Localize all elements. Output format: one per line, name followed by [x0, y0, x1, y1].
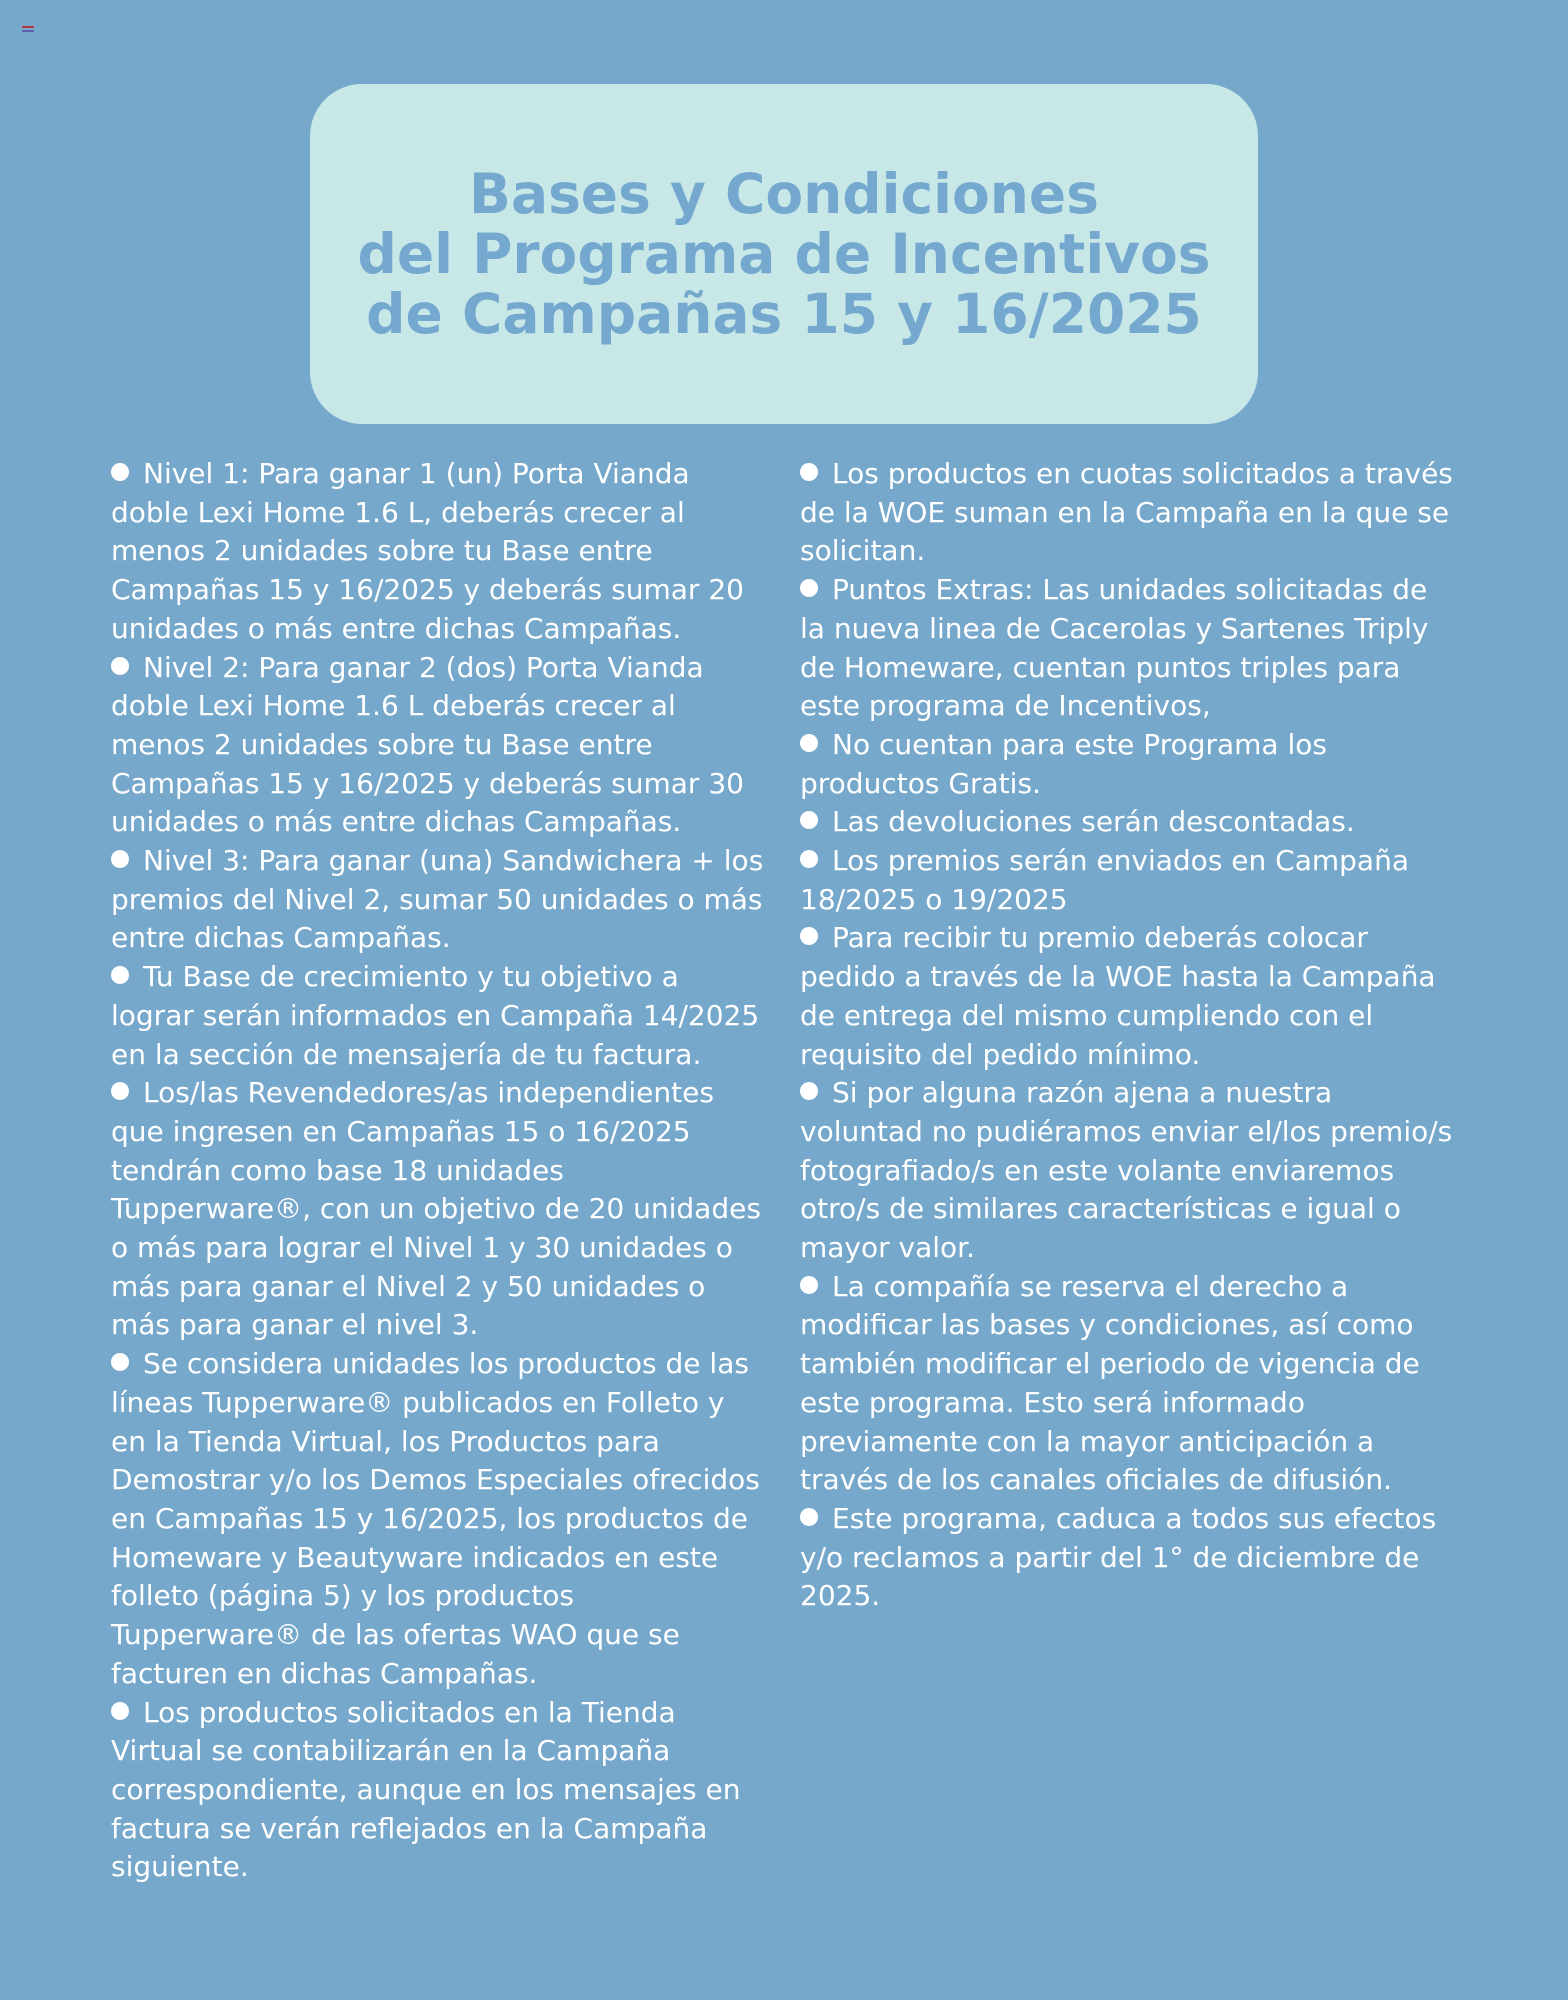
condition-text: Los premios serán enviados en Campaña 18/2025 o 19/2025 — [800, 844, 1409, 916]
bullet-icon — [111, 1353, 129, 1371]
condition-text: No cuentan para este Programa los productos Gratis. — [800, 727, 1327, 800]
condition-text: Este programa, caduca a todos sus efectos y/o reclamos a partir del 1° de diciembre de 2025. — [800, 1501, 1437, 1613]
condition-item — [800, 1268, 1460, 1500]
condition-item — [800, 842, 1460, 919]
bullet-icon — [800, 811, 818, 829]
condition-item — [800, 455, 1460, 571]
condition-text: Nivel 3: Para ganar (una) Sandwichera + los premios del Nivel 2, sumar 50 unidades o más entre dichas Campañas. — [111, 844, 764, 955]
condition-item — [800, 726, 1460, 803]
condition-text: Nivel 2: Para ganar 2 (dos) Porta Vianda doble Lexi Home 1.6 L deberás crecer al menos 2 unidades sobre tu Base entre Campañas 15 y 16/2025 y deberás sumar 30 unidades o más entre dichas Campañas. — [111, 650, 744, 839]
condition-item — [800, 1500, 1460, 1616]
condition-item — [111, 958, 766, 1074]
condition-item — [800, 919, 1460, 1074]
condition-text: Los productos solicitados en la Tienda Virtual se contabilizarán en la Campaña correspondiente, aunque en los mensajes en factura se verán reflejados en la Campaña siguiente. — [111, 1695, 741, 1884]
bullet-icon — [111, 966, 129, 984]
condition-item — [111, 1074, 766, 1345]
condition-text: Tu Base de crecimiento y tu objetivo a lograr serán informados en Campaña 14/2025 en la sección de mensajería de tu factura. — [111, 960, 760, 1071]
corner-registration-mark — [22, 26, 34, 32]
condition-item — [111, 1345, 766, 1693]
condition-text: Si por alguna razón ajena a nuestra voluntad no pudiéramos enviar el/los premio/s fotografiado/s en este volante enviaremos otro/s de similares características e igual o mayor valor. — [800, 1076, 1453, 1265]
condition-text: Los/las Revendedores/as independientes que ingresen en Campañas 15 o 16/2025 tendrán como base 18 unidades Tupperware®, con un objetivo de 20 unidades o más para lograr el Nivel 1 y 30 unidades o más para ganar el Nivel 2 y 50 unidades o más para ganar el nivel 3. — [111, 1076, 761, 1342]
right-column — [800, 455, 1460, 1616]
condition-text: Nivel 1: Para ganar 1 (un) Porta Vianda doble Lexi Home 1.6 L, deberás crecer al menos 2 unidades sobre tu Base entre Campañas 15 y 16/2025 y deberás sumar 20 unidades o más entre dichas Campañas. — [111, 457, 744, 645]
bullet-icon — [111, 1082, 129, 1100]
condition-item — [800, 1074, 1460, 1268]
condition-item — [111, 455, 766, 649]
bullet-icon — [800, 1276, 818, 1294]
page-title-line-1: Bases y Condiciones — [469, 162, 1099, 226]
page-title-line-2: del Programa de Incentivos — [357, 222, 1211, 286]
corner-mark-blue-line — [22, 30, 34, 32]
condition-item — [800, 571, 1460, 726]
condition-item — [111, 649, 766, 843]
bullet-icon — [111, 850, 129, 868]
condition-text: Para recibir tu premio deberás colocar pedido a través de la WOE hasta la Campaña de entrega del mismo cumpliendo con el requisito del pedido mínimo. — [800, 921, 1436, 1071]
condition-item — [111, 1694, 766, 1888]
title-box — [310, 84, 1258, 424]
condition-text: Puntos Extras: Las unidades solicitadas de la nueva linea de Cacerolas y Sartenes Triply de Homeware, cuentan puntos triples para este programa de Incentivos, — [800, 573, 1429, 723]
condition-item — [111, 842, 766, 958]
condition-text: Se considera unidades los productos de las líneas Tupperware® publicados en Folleto y en la Tienda Virtual, los Productos para Demostrar y/o los Demos Especiales ofrecidos en Campañas 15 y 16/2025, los productos de Homeware y Beautyware indicados en este folleto (página 5) y los productos Tupperware® de las ofertas WAO que se facturen en dichas Campañas. — [111, 1347, 760, 1690]
bullet-icon — [111, 657, 129, 675]
bullet-icon — [800, 579, 818, 597]
left-column — [111, 455, 766, 1887]
bullet-icon — [800, 1508, 818, 1526]
corner-mark-red-line — [22, 26, 34, 28]
condition-text: Las devoluciones serán descontadas. — [832, 805, 1355, 839]
bullet-icon — [111, 1702, 129, 1720]
condition-item — [800, 803, 1460, 842]
bullet-icon — [800, 463, 818, 481]
bullet-icon — [800, 850, 818, 868]
condition-text: La compañía se reserva el derecho a modificar las bases y condiciones, así como también modificar el periodo de vigencia de este programa. Esto será informado previamente con la mayor anticipación a través de los canales oficiales de difusión. — [800, 1269, 1420, 1497]
condition-text: Los productos en cuotas solicitados a través de la WOE suman en la Campaña en la que se solicitan. — [800, 457, 1453, 568]
bullet-icon — [111, 463, 129, 481]
bullet-icon — [800, 927, 818, 945]
bullet-icon — [800, 1082, 818, 1100]
page-title-line-3: de Campañas 15 y 16/2025 — [366, 282, 1202, 346]
bullet-icon — [800, 734, 818, 752]
